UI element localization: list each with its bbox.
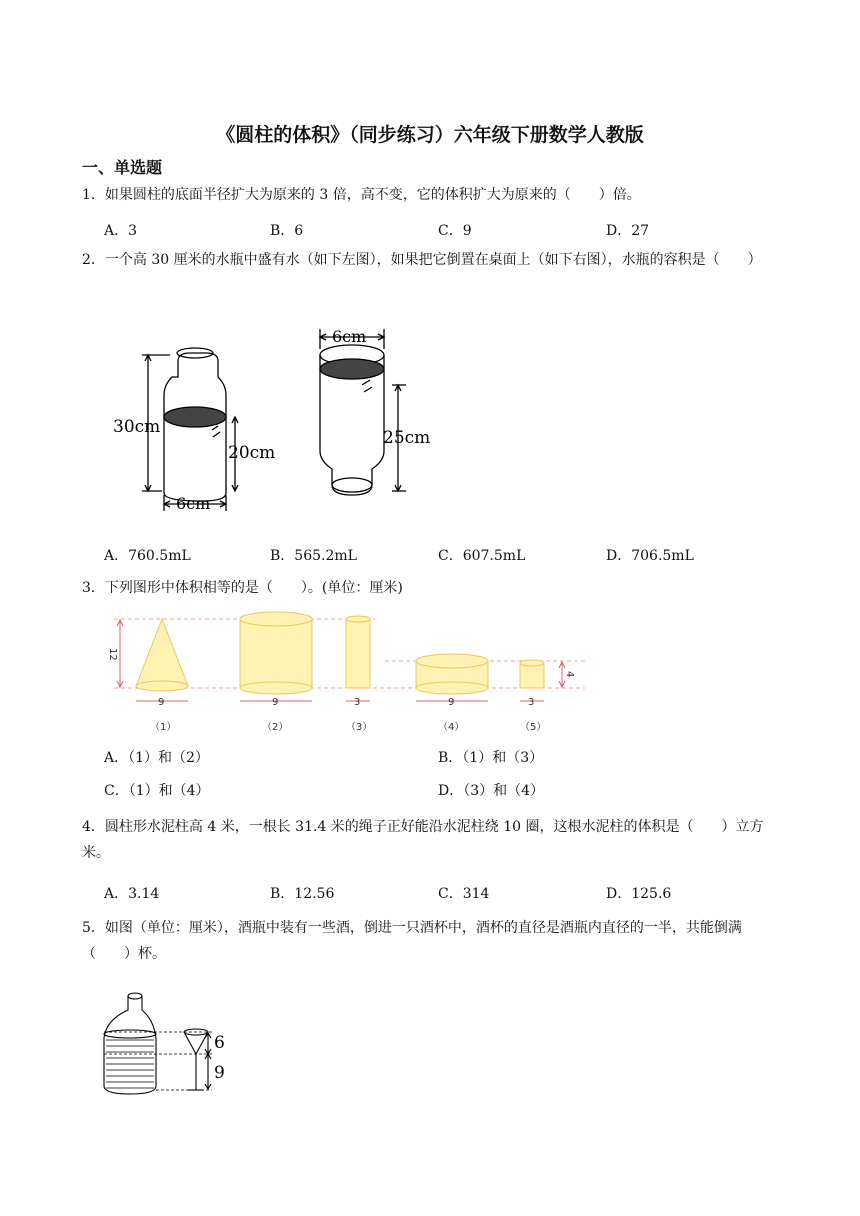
q4-option-c: C．314 <box>438 886 490 902</box>
label-w2: 9 <box>272 697 279 708</box>
question-2: 2．一个高 30 厘米的水瓶中盛有水（如下左图），如果把它倒置在桌面上（如下右图），水瓶的容积是（ ） <box>82 252 762 268</box>
q3-option-c: C．（1）和（4） <box>104 783 210 799</box>
q1-option-b: B．6 <box>270 223 304 239</box>
label-w1: 9 <box>158 697 165 708</box>
label-25cm: 25cm <box>383 428 431 448</box>
q4-option-b: B．12.56 <box>270 886 335 902</box>
label-fig5: （5） <box>520 722 547 733</box>
label-6cm-right: 6cm <box>332 327 367 346</box>
label-h4: 4 <box>564 671 575 678</box>
label-30cm: 30cm <box>113 417 161 437</box>
q2-option-b: B．565.2mL <box>270 548 357 564</box>
q1-option-c: C．9 <box>438 223 472 239</box>
question-5: 5．如图（单位：厘米），酒瓶中装有一些酒，倒进一只酒杯中，酒杯的直径是酒瓶内直径的一半，共能倒满（ ）杯。 <box>82 920 742 962</box>
label-h12: 12 <box>107 648 118 661</box>
section-heading: 一、单选题 <box>82 158 163 177</box>
q4-option-d: D．125.6 <box>606 886 672 902</box>
label-fig4: （4） <box>438 722 465 733</box>
question-1: 1．如果圆柱的底面半径扩大为原来的 3 倍，高不变，它的体积扩大为原来的（ ）倍。 <box>82 187 641 203</box>
solids-figure <box>100 608 590 738</box>
bottles-figure <box>100 325 450 525</box>
label-wine-height: 9 <box>214 1063 225 1083</box>
q3-option-b: B．（1）和（3） <box>438 750 544 766</box>
q1-option-d: D．27 <box>606 223 650 239</box>
q3-option-d: D．（3）和（4） <box>438 783 545 799</box>
question-4: 4．圆柱形水泥柱高 4 米，一根长 31.4 米的绳子正好能沿水泥柱绕 10 圈，这根水泥柱的体积是（ ）立方米。 <box>82 819 764 861</box>
wine-bottle-figure <box>100 988 250 1103</box>
label-6cm-left: 6cm <box>176 494 211 513</box>
q2-option-a: A．760.5mL <box>104 548 191 564</box>
label-cup-height: 6 <box>214 1033 225 1053</box>
label-w4: 9 <box>448 697 455 708</box>
q2-option-c: C．607.5mL <box>438 548 526 564</box>
label-20cm: 20cm <box>228 443 276 463</box>
page-title: 《圆柱的体积》（同步练习）六年级下册数学人教版 <box>216 124 644 146</box>
q3-option-a: A．（1）和（2） <box>104 750 209 766</box>
label-fig2: （2） <box>262 722 289 733</box>
q2-option-d: D．706.5mL <box>606 548 694 564</box>
question-3: 3．下列图形中体积相等的是（ ）。(单位：厘米) <box>82 580 403 596</box>
q1-option-a: A．3 <box>104 223 138 239</box>
q4-option-a: A．3.14 <box>104 886 160 902</box>
label-fig3: （3） <box>346 722 373 733</box>
label-w5: 3 <box>528 697 535 708</box>
label-w3: 3 <box>354 697 361 708</box>
label-fig1: （1） <box>150 722 177 733</box>
